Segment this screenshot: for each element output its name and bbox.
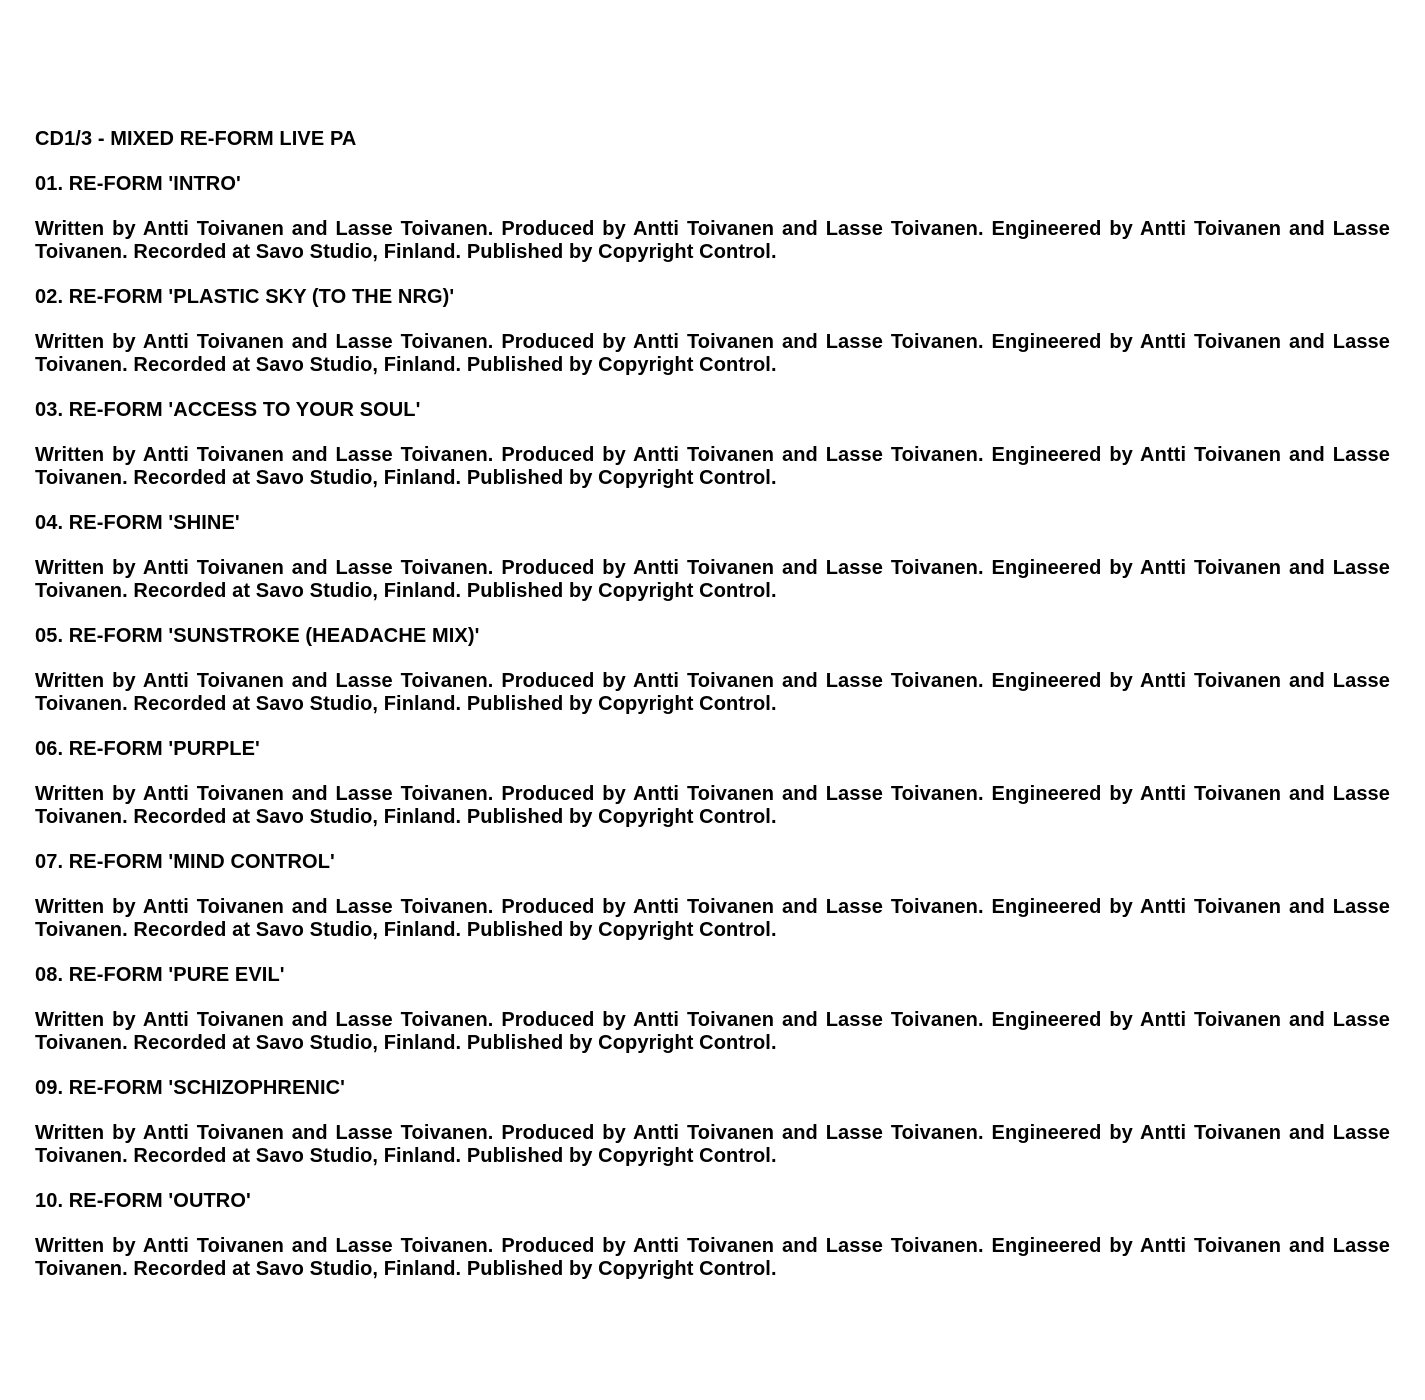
tracklist-document — [35, 128, 1390, 1303]
track-title: 01. RE-FORM 'INTRO' — [35, 173, 241, 195]
track-credits: Written by Antti Toivanen and Lasse Toivanen. Produced by Antti Toivanen and Lasse Toivanen. Engineered by Antti Toivanen and Lasse Toivanen. Recorded at Savo Studio, Finland. Published by Copyright Control. — [35, 444, 1390, 489]
track-list — [35, 173, 1390, 1281]
track-title: 07. RE-FORM 'MIND CONTROL' — [35, 851, 335, 873]
disc-heading: CD1/3 - MIXED RE-FORM LIVE PA — [35, 128, 357, 150]
track-credits: Written by Antti Toivanen and Lasse Toivanen. Produced by Antti Toivanen and Lasse Toivanen. Engineered by Antti Toivanen and Lasse Toivanen. Recorded at Savo Studio, Finland. Published by Copyright Control. — [35, 557, 1390, 602]
track-title: 09. RE-FORM 'SCHIZOPHRENIC' — [35, 1077, 346, 1099]
track-title: 04. RE-FORM 'SHINE' — [35, 512, 240, 534]
track-entry — [35, 738, 1390, 829]
track-title: 05. RE-FORM 'SUNSTROKE (HEADACHE MIX)' — [35, 625, 480, 647]
track-credits: Written by Antti Toivanen and Lasse Toivanen. Produced by Antti Toivanen and Lasse Toivanen. Engineered by Antti Toivanen and Lasse Toivanen. Recorded at Savo Studio, Finland. Published by Copyright Control. — [35, 896, 1390, 941]
track-entry — [35, 286, 1390, 377]
track-credits: Written by Antti Toivanen and Lasse Toivanen. Produced by Antti Toivanen and Lasse Toivanen. Engineered by Antti Toivanen and Lasse Toivanen. Recorded at Savo Studio, Finland. Published by Copyright Control. — [35, 1235, 1390, 1280]
track-title: 10. RE-FORM 'OUTRO' — [35, 1190, 251, 1212]
track-credits: Written by Antti Toivanen and Lasse Toivanen. Produced by Antti Toivanen and Lasse Toivanen. Engineered by Antti Toivanen and Lasse Toivanen. Recorded at Savo Studio, Finland. Published by Copyright Control. — [35, 218, 1390, 263]
track-entry — [35, 964, 1390, 1055]
track-title: 08. RE-FORM 'PURE EVIL' — [35, 964, 285, 986]
track-entry — [35, 625, 1390, 716]
track-entry — [35, 851, 1390, 942]
track-entry — [35, 1190, 1390, 1281]
track-title: 06. RE-FORM 'PURPLE' — [35, 738, 260, 760]
track-title: 02. RE-FORM 'PLASTIC SKY (TO THE NRG)' — [35, 286, 455, 308]
track-credits: Written by Antti Toivanen and Lasse Toivanen. Produced by Antti Toivanen and Lasse Toivanen. Engineered by Antti Toivanen and Lasse Toivanen. Recorded at Savo Studio, Finland. Published by Copyright Control. — [35, 783, 1390, 828]
track-title: 03. RE-FORM 'ACCESS TO YOUR SOUL' — [35, 399, 421, 421]
track-entry — [35, 1077, 1390, 1168]
track-credits: Written by Antti Toivanen and Lasse Toivanen. Produced by Antti Toivanen and Lasse Toivanen. Engineered by Antti Toivanen and Lasse Toivanen. Recorded at Savo Studio, Finland. Published by Copyright Control. — [35, 670, 1390, 715]
track-entry — [35, 512, 1390, 603]
track-credits: Written by Antti Toivanen and Lasse Toivanen. Produced by Antti Toivanen and Lasse Toivanen. Engineered by Antti Toivanen and Lasse Toivanen. Recorded at Savo Studio, Finland. Published by Copyright Control. — [35, 1122, 1390, 1167]
track-credits: Written by Antti Toivanen and Lasse Toivanen. Produced by Antti Toivanen and Lasse Toivanen. Engineered by Antti Toivanen and Lasse Toivanen. Recorded at Savo Studio, Finland. Published by Copyright Control. — [35, 1009, 1390, 1054]
track-entry — [35, 173, 1390, 264]
track-credits: Written by Antti Toivanen and Lasse Toivanen. Produced by Antti Toivanen and Lasse Toivanen. Engineered by Antti Toivanen and Lasse Toivanen. Recorded at Savo Studio, Finland. Published by Copyright Control. — [35, 331, 1390, 376]
track-entry — [35, 399, 1390, 490]
